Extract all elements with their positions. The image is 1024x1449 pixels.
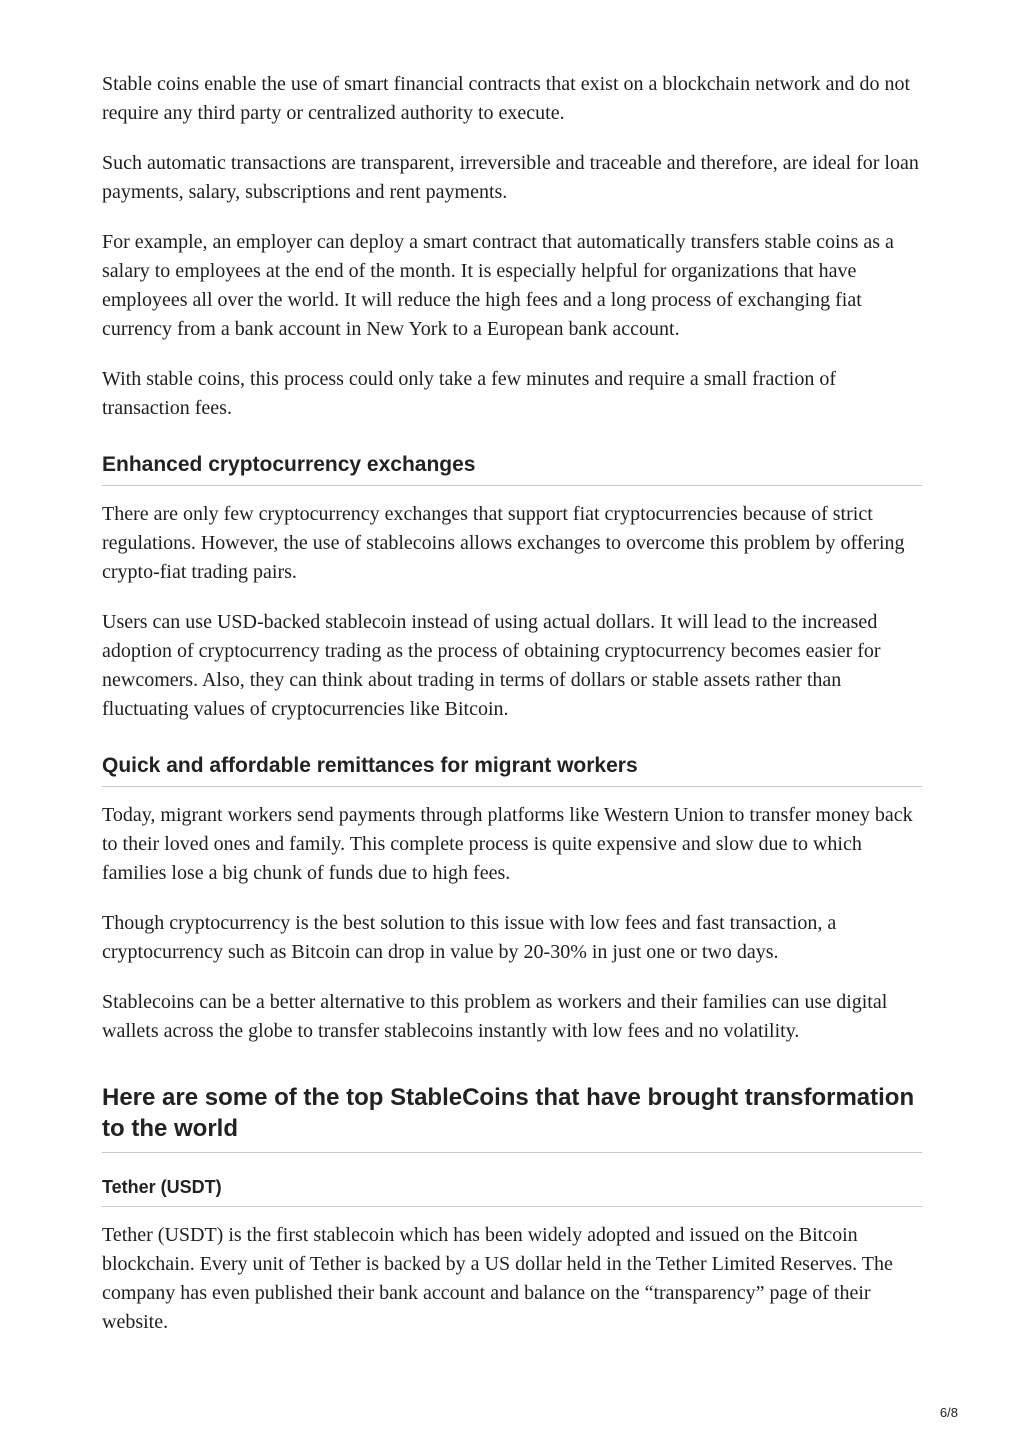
heading-tether: Tether (USDT) bbox=[102, 1177, 922, 1207]
heading-remittances: Quick and affordable remittances for migrant workers bbox=[102, 754, 922, 787]
paragraph-migrant-workers: Today, migrant workers send payments through platforms like Western Union to transfer money back to their loved ones and family. This complete process is quite expensive and slow due to which families lose a big chunk of funds due to high fees. bbox=[102, 804, 913, 884]
heading-top-stablecoins: Here are some of the top StableCoins that have brought transformation to the world bbox=[102, 1082, 922, 1153]
paragraph-usd-backed: Users can use USD-backed stablecoin instead of using actual dollars. It will lead to the increased adoption of cryptocurrency trading as the process of obtaining cryptocurrency becomes easier for newcomers. Also, they can think about trading in terms of dollars or stable assets rather than fluctuating values of cryptocurrencies like Bitcoin. bbox=[102, 611, 881, 720]
paragraph-employer-example: For example, an employer can deploy a smart contract that automatically transfers stable coins as a salary to employees at the end of the month. It is especially helpful for organizations that have employees all over the world. It will reduce the high fees and a long process of exchanging fiat currency from a bank account in New York to a European bank account. bbox=[102, 231, 894, 340]
paragraph-smart-contracts: Stable coins enable the use of smart financial contracts that exist on a blockchain network and do not require any third party or centralized authority to execute. bbox=[102, 73, 911, 124]
heading-enhanced-exchanges: Enhanced cryptocurrency exchanges bbox=[102, 453, 922, 486]
paragraph-exchanges-regulations: There are only few cryptocurrency exchanges that support fiat cryptocurrencies because of strict regulations. However, the use of stablecoins allows exchanges to overcome this problem by offering crypto-fiat trading pairs. bbox=[102, 503, 905, 583]
paragraph-tether-description: Tether (USDT) is the first stablecoin which has been widely adopted and issued on the Bitcoin blockchain. Every unit of Tether is backed by a US dollar held in the Tether Limited Reserves. The company has even published their bank account and balance on the “transparency” page of their website. bbox=[102, 1224, 893, 1333]
paragraph-automatic-transactions: Such automatic transactions are transparent, irreversible and traceable and therefore, are ideal for loan payments, salary, subscriptions and rent payments. bbox=[102, 152, 919, 203]
paragraph-bitcoin-volatility: Though cryptocurrency is the best solution to this issue with low fees and fast transaction, a cryptocurrency such as Bitcoin can drop in value by 20-30% in just one or two days. bbox=[102, 912, 837, 963]
paragraph-transaction-fees: With stable coins, this process could only take a few minutes and require a small fraction of transaction fees. bbox=[102, 368, 836, 419]
paragraph-stablecoin-alternative: Stablecoins can be a better alternative to this problem as workers and their families can use digital wallets across the globe to transfer stablecoins instantly with low fees and no volatility. bbox=[102, 991, 888, 1042]
page-number: 6/8 bbox=[939, 1405, 958, 1420]
document-page bbox=[102, 70, 922, 1358]
